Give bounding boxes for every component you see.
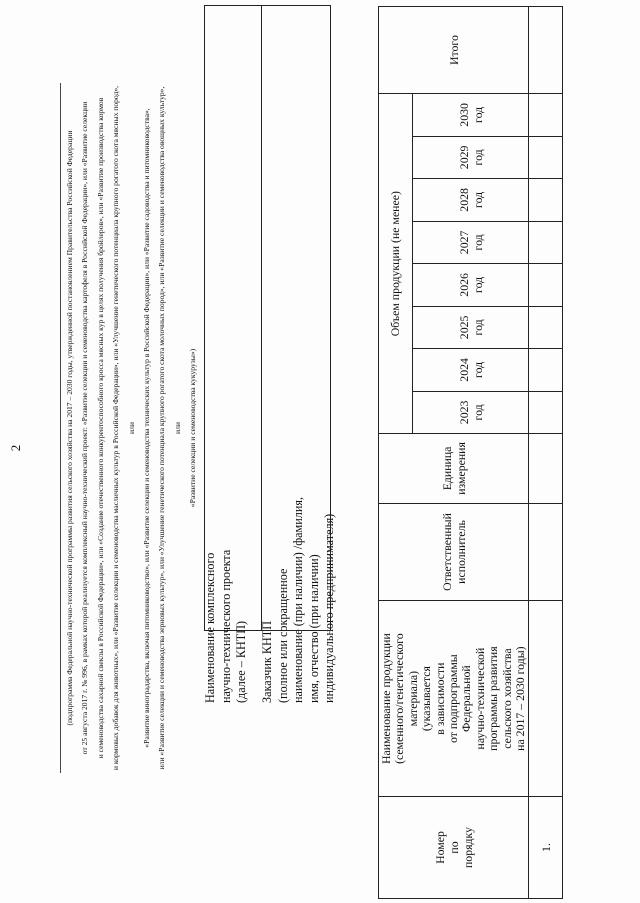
header-year: 2030 год	[412, 94, 529, 137]
row-year-cell[interactable]	[529, 136, 563, 179]
header-year: 2027 год	[412, 221, 529, 264]
row-year-cell[interactable]	[529, 306, 563, 349]
header-year: 2025 год	[412, 306, 529, 349]
header-year: 2026 год	[412, 264, 529, 307]
header-year: 2023 год	[412, 391, 529, 434]
row-year-cell[interactable]	[529, 391, 563, 434]
footnote-line: и семеноводства сахарной свеклы в Российской Федерации», или «Создание отечественного конкурентоспособного кросса мясных кур в целях получения бройлеров», или «Развитие производства кормов	[95, 97, 105, 759]
project-name-field[interactable]	[205, 6, 262, 631]
row-executor-cell[interactable]	[529, 503, 563, 600]
row-number: 1.	[529, 797, 563, 899]
footnote-line: (подпрограмма Федеральной научно-технической программы развития сельского хозяйства на 2017 – 2030 годы, утвержденной постановлением Правительства Российской Федерации	[60, 83, 77, 773]
customer-field[interactable]	[262, 6, 331, 631]
customer-label: Заказчик КНТП (полное или сокращенное наименование (при наличии) /фамилия, имя, отчество (при наличии) индивидуального предпринимателя)	[260, 496, 336, 703]
footnote-line: от 25 августа 2017 г. № 996, в рамках которой реализуется комплексный научно-технический проект: «Развитие селекции и семеноводства картофеля в Российской Федерации», или «Развитие селекции	[80, 101, 90, 755]
row-product-cell[interactable]	[529, 601, 563, 797]
row-unit-cell[interactable]	[529, 434, 563, 504]
row-year-cell[interactable]	[529, 264, 563, 307]
page-number: 2	[8, 444, 23, 452]
header-year: 2028 год	[412, 179, 529, 222]
row-year-cell[interactable]	[529, 179, 563, 222]
table-row	[529, 7, 563, 899]
footnote-line: или «Развитие селекции и семеноводства зерновых культур», или «Улучшение генетического потенциала крупного рогатого скота молочных пород», или «Развитие селекции и семеноводства овощных культур», или	[157, 86, 182, 770]
row-year-cell[interactable]	[529, 94, 563, 137]
header-volume-group: Объем продукции (не менее)	[379, 94, 413, 434]
project-name-label: Наименование комплексного научно-технического проекта (далее – КНТП)	[203, 549, 248, 703]
header-unit: Единица измерения	[379, 434, 529, 504]
header-year: 2024 год	[412, 349, 529, 392]
row-year-cell[interactable]	[529, 221, 563, 264]
header-total: Итого	[379, 7, 529, 94]
project-fields-table	[204, 5, 331, 631]
header-year: 2029 год	[412, 136, 529, 179]
row-total-cell[interactable]	[529, 7, 563, 94]
header-product: Наименование продукции (семенного/генетического материала) (указывается в зависимости от подпрограммы Федеральной научно-технической программы развития сельского хозяйства на 2017 – 2030 годы)	[379, 601, 529, 797]
footnote-line: «Развитие селекции и семеноводства кукурузы»)	[188, 348, 198, 508]
production-volume-table	[378, 6, 563, 899]
header-executor: Ответственный исполнитель	[379, 503, 529, 600]
header-number: Номер по порядку	[379, 797, 529, 899]
footnote-line: и кормовых добавок для животных», или «Развитие селекции и семеноводства масличных культур в Российской Федерации», или «Улучшение генетического потенциала крупного рогатого скота мясных пород», или	[111, 85, 136, 771]
subprogram-footnote	[60, 83, 201, 773]
row-year-cell[interactable]	[529, 349, 563, 392]
footnote-line: «Развитие виноградарства, включая питомниководство», или «Развитие селекции и семеноводства технических культур в Российской Федерации», или «Развитие садоводства и питомниководства»,	[142, 108, 152, 748]
